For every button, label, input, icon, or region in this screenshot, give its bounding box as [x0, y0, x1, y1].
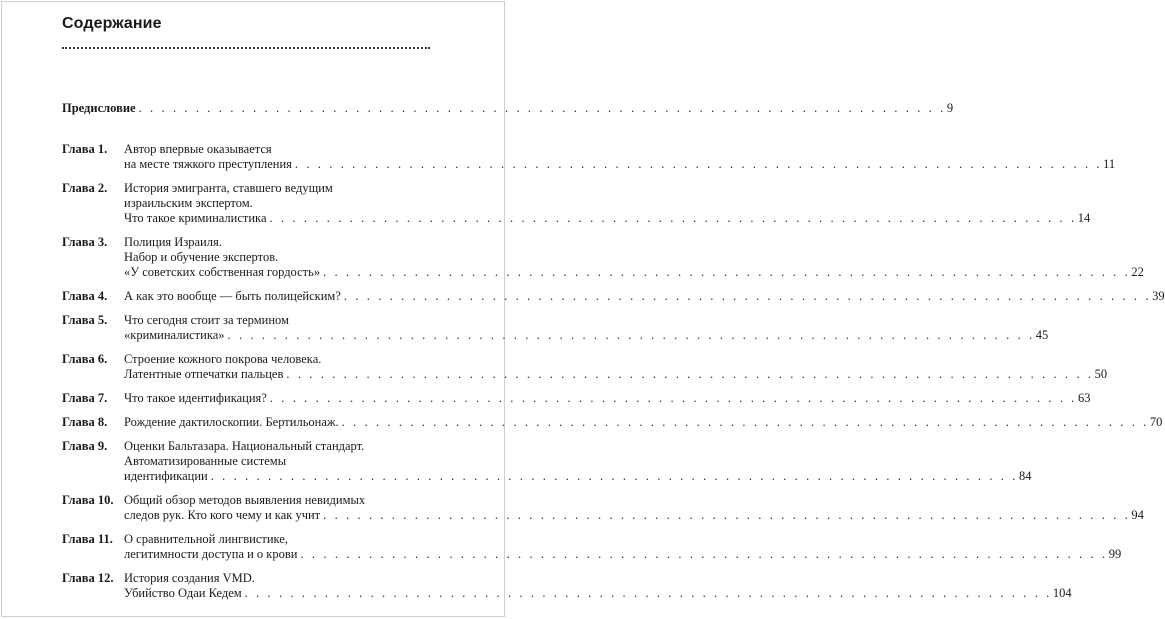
- chapter-title-line: История эмигранта, ставшего ведущим: [124, 181, 333, 195]
- leader-dots: . . . . . . . . . . . . . . . . . . . . . . . . . . . . . . . . . . . . . . . . . . . . . . . . . . . . . . . . . . . . . . . . . . . . . . .: [269, 391, 1078, 405]
- toc-entry-body: [124, 439, 1032, 484]
- leader-dots: . . . . . . . . . . . . . . . . . . . . . . . . . . . . . . . . . . . . . . . . . . . . . . . . . . . . . . . . . . . . . . . . . . . . . . .: [341, 415, 1149, 429]
- chapter-number: Глава 12.: [62, 571, 114, 585]
- chapter-number: Глава 6.: [62, 352, 108, 366]
- page-number: 63: [1078, 391, 1091, 405]
- table-of-contents: [62, 101, 1165, 601]
- page-number: 22: [1131, 265, 1144, 279]
- toc-entry[interactable]: [62, 289, 1165, 304]
- toc-entry-body: [124, 142, 1116, 172]
- toc-entry[interactable]: [62, 571, 1072, 601]
- leader-dots: . . . . . . . . . . . . . . . . . . . . . . . . . . . . . . . . . . . . . . . . . . . . . . . . . . . . . . . . . . . . . . . . . . . . . . .: [323, 265, 1131, 279]
- toc-entry-body: [124, 313, 1049, 343]
- leader-dots: . . . . . . . . . . . . . . . . . . . . . . . . . . . . . . . . . . . . . . . . . . . . . . . . . . . . . . . . . . . . . . . . . . . . . . .: [294, 157, 1103, 171]
- toc-entry[interactable]: [62, 235, 1144, 280]
- chapter-title-line: Автор впервые оказывается: [124, 142, 272, 156]
- chapter-title-line: Что сегодня стоит за термином: [124, 313, 289, 327]
- toc-last-line: [124, 328, 1049, 343]
- toc-last-line: [124, 586, 1072, 601]
- toc-entry-body: [124, 493, 1144, 523]
- toc-last-line: [124, 367, 1108, 382]
- leader-dots: . . . . . . . . . . . . . . . . . . . . . . . . . . . . . . . . . . . . . . . . . . . . . . . . . . . . . . . . . . . . . . . . . . . . . . .: [244, 586, 1052, 600]
- page-number: 94: [1131, 508, 1144, 522]
- toc-entry[interactable]: [62, 493, 1144, 523]
- chapter-title-line: Автоматизированные системы: [124, 454, 287, 468]
- chapter-number: Глава 9.: [62, 439, 108, 453]
- toc-entry[interactable]: [62, 313, 1049, 343]
- toc-last-line: [124, 265, 1144, 280]
- toc-last-line: [124, 469, 1032, 484]
- toc-last-line: [124, 391, 1091, 406]
- chapter-number: Глава 4.: [62, 289, 108, 303]
- toc-entry[interactable]: [62, 391, 1091, 406]
- toc-entry-body: [124, 415, 1163, 430]
- toc-last-line: [62, 101, 954, 116]
- chapter-title-line: Строение кожного покрова человека.: [124, 352, 322, 366]
- page-number: 9: [946, 101, 954, 115]
- toc-entry-body: [124, 532, 1122, 562]
- chapter-number: Глава 7.: [62, 391, 108, 405]
- chapter-title-line: Общий обзор методов выявления невидимых: [124, 493, 366, 507]
- leader-dots: . . . . . . . . . . . . . . . . . . . . . . . . . . . . . . . . . . . . . . . . . . . . . . . . . . . . . . . . . . . . . . . . . . . . . . .: [269, 211, 1077, 225]
- preface-title: Предисловие: [62, 101, 136, 115]
- chapter-title-line: израильским экспертом.: [124, 196, 253, 210]
- toc-entry-body: [124, 352, 1108, 382]
- toc-entry-preface[interactable]: [62, 101, 954, 116]
- toc-last-line: [124, 157, 1116, 172]
- chapter-number: Глава 10.: [62, 493, 114, 507]
- leader-dots: . . . . . . . . . . . . . . . . . . . . . . . . . . . . . . . . . . . . . . . . . . . . . . . . . . . . . . . . . . . . . . . . . . . . . . .: [227, 328, 1035, 342]
- chapter-number: Глава 11.: [62, 532, 113, 546]
- toc-entry[interactable]: [62, 415, 1163, 430]
- chapter-title-line: Что такое криминалистика: [124, 211, 267, 225]
- toc-entry-body: [124, 571, 1072, 601]
- leader-dots: . . . . . . . . . . . . . . . . . . . . . . . . . . . . . . . . . . . . . . . . . . . . . . . . . . . . . . . . . . . . . . . . . . . . . . .: [343, 289, 1152, 303]
- chapter-title-line: Латентные отпечатки пальцев: [124, 367, 284, 381]
- page-number: 84: [1018, 469, 1032, 483]
- chapter-title-line: Набор и обучение экспертов.: [124, 250, 279, 264]
- toc-entry-body: [124, 235, 1144, 280]
- toc-entry[interactable]: [62, 142, 1116, 172]
- page-number: 45: [1035, 328, 1049, 342]
- toc-entry-body: [124, 391, 1091, 406]
- chapter-title-line: на месте тяжкого преступления: [124, 157, 292, 171]
- toc-entry-body: [124, 289, 1165, 304]
- toc-last-line: [124, 547, 1122, 562]
- chapter-title-line: Полиция Израиля.: [124, 235, 222, 249]
- chapter-title-line: легитимности доступа и о крови: [124, 547, 298, 561]
- toc-entry-body: [62, 101, 954, 116]
- chapter-title-line: Оценки Бальтазара. Национальный стандарт.: [124, 439, 365, 453]
- chapter-title-line: История создания VMD.: [124, 571, 255, 585]
- chapter-title-line: Рождение дактилоскопии. Бертильонаж.: [124, 415, 339, 429]
- toc-last-line: [124, 415, 1163, 430]
- dotted-divider: [62, 47, 430, 49]
- toc-last-line: [124, 211, 1091, 226]
- chapter-number: Глава 1.: [62, 142, 108, 156]
- page-title: Содержание: [62, 15, 162, 32]
- chapter-title-line: Что такое идентификация?: [124, 391, 267, 405]
- toc-last-line: [124, 289, 1165, 304]
- leader-dots: . . . . . . . . . . . . . . . . . . . . . . . . . . . . . . . . . . . . . . . . . . . . . . . . . . . . . . . . . . . . . . . . . . . . . . .: [300, 547, 1108, 561]
- chapter-title-line: «У советских собственная гордость»: [124, 265, 321, 279]
- chapter-number: Глава 8.: [62, 415, 108, 429]
- chapter-number: Глава 3.: [62, 235, 108, 249]
- page-number: 104: [1052, 586, 1072, 600]
- toc-page: [1, 1, 1165, 617]
- chapter-number: Глава 5.: [62, 313, 108, 327]
- chapter-title-line: Убийство Одаи Кедем: [124, 586, 242, 600]
- leader-dots: . . . . . . . . . . . . . . . . . . . . . . . . . . . . . . . . . . . . . . . . . . . . . . . . . . . . . . . . . . . . . . . . . . . . . . .: [138, 101, 946, 115]
- chapter-title-line: О сравнительной лингвистике,: [124, 532, 288, 546]
- leader-dots: . . . . . . . . . . . . . . . . . . . . . . . . . . . . . . . . . . . . . . . . . . . . . . . . . . . . . . . . . . . . . . . . . . . . . . .: [210, 469, 1018, 483]
- page-number: 14: [1077, 211, 1091, 225]
- toc-entry[interactable]: [62, 439, 1032, 484]
- leader-dots: . . . . . . . . . . . . . . . . . . . . . . . . . . . . . . . . . . . . . . . . . . . . . . . . . . . . . . . . . . . . . . . . . . . . . . .: [286, 367, 1094, 381]
- page-number: 50: [1094, 367, 1108, 381]
- chapter-number: Глава 2.: [62, 181, 108, 195]
- toc-entry[interactable]: [62, 352, 1108, 382]
- toc-entry[interactable]: [62, 532, 1122, 562]
- page-number: 39: [1152, 289, 1165, 303]
- chapter-title-line: «криминалистика»: [124, 328, 225, 342]
- toc-entry-body: [124, 181, 1091, 226]
- page-number: 11: [1103, 157, 1116, 171]
- chapter-title-line: следов рук. Кто кого чему и как учит: [124, 508, 321, 522]
- chapter-title-line: А как это вообще — быть полицейским?: [124, 289, 341, 303]
- toc-entry[interactable]: [62, 181, 1091, 226]
- leader-dots: . . . . . . . . . . . . . . . . . . . . . . . . . . . . . . . . . . . . . . . . . . . . . . . . . . . . . . . . . . . . . . . . . . . . . . .: [323, 508, 1131, 522]
- page-number: 99: [1108, 547, 1122, 561]
- chapter-title-line: идентификации: [124, 469, 208, 483]
- page-number: 70: [1149, 415, 1163, 429]
- toc-last-line: [124, 508, 1144, 523]
